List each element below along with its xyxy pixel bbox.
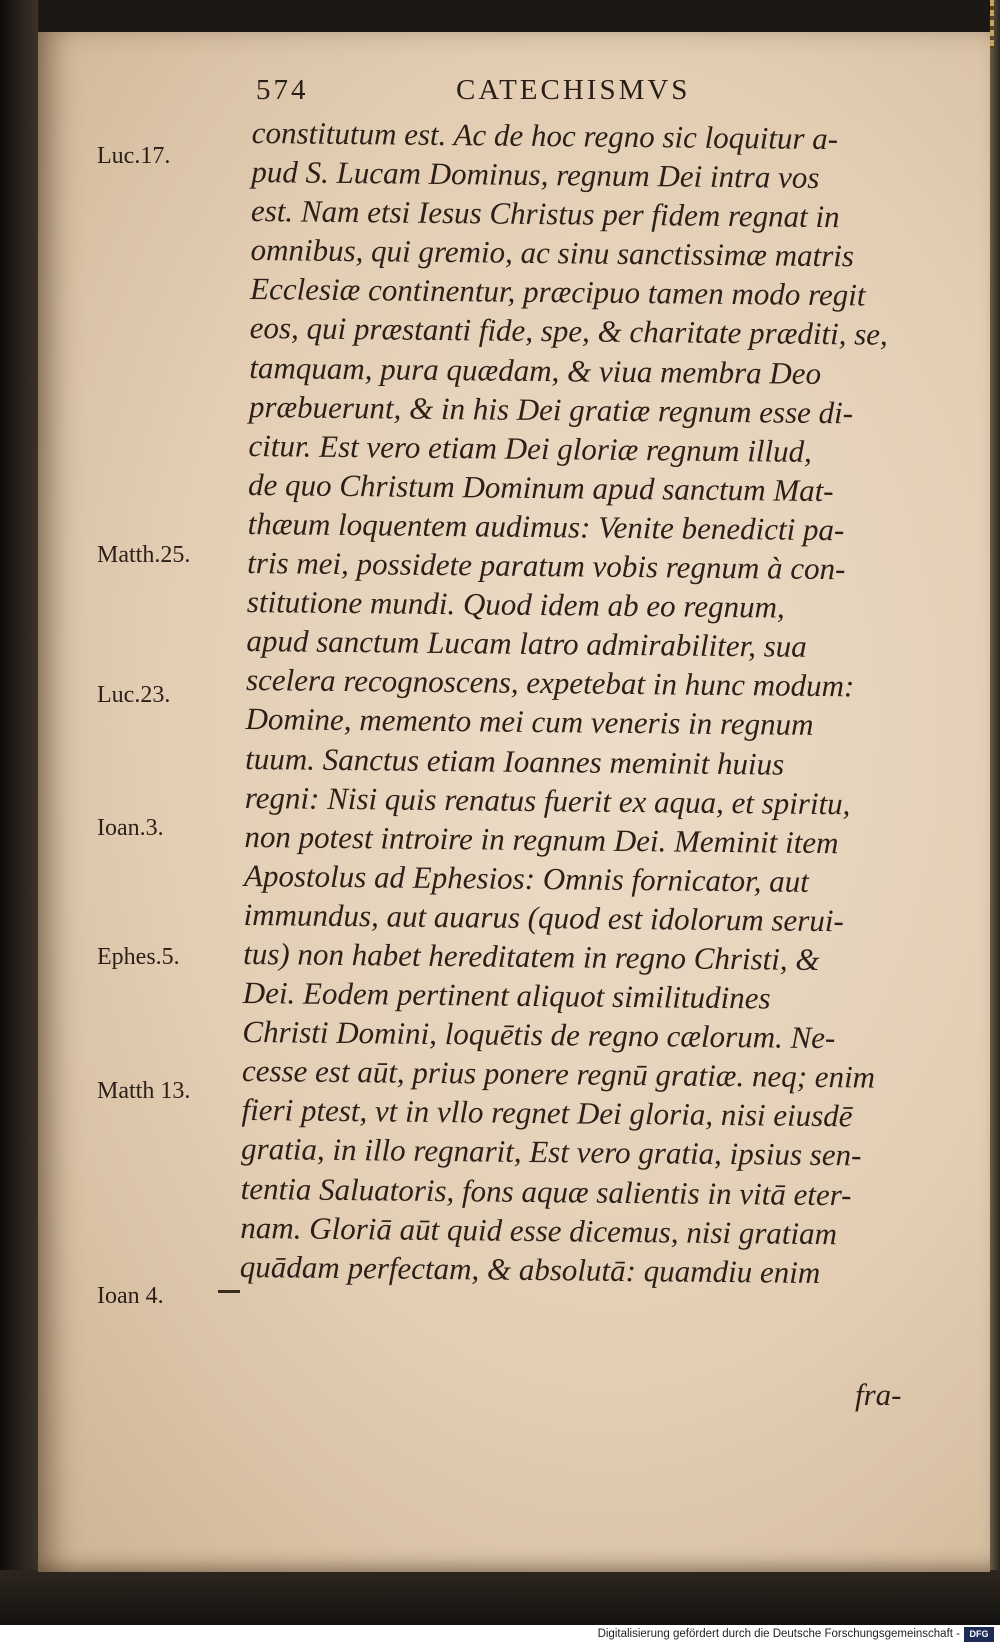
page-number: 574 [256,74,309,106]
text-line: quādam perfectam, & absolutā: quamdiu enim [239,1248,821,1290]
text-line: non potest introire in regnum Dei. Meminit item [244,818,839,860]
text-line: scelera recognoscens, expetebat in hunc modum: [245,662,855,704]
binding-thread [990,0,994,48]
text-line: præbuerunt, & in his Dei gratiæ regnum esse di- [248,388,854,430]
text-line: apud sanctum Lucam latro admirabiliter, sua [246,623,807,665]
margin-note-matth-13: Matth 13. [97,1078,191,1104]
book-bottom-edge [0,1570,1000,1625]
margin-dash-mark [218,1290,240,1293]
text-line: Domine, memento mei cum veneris in regnum [245,701,814,743]
text-line: Ecclesiæ continentur, præcipuo tamen modo regit [249,271,866,313]
text-line: cesse est aūt, prius ponere regnū gratiæ. neq; enim [241,1053,876,1095]
body-text [240,113,936,1293]
text-line: stitutione mundi. Quod idem ab eo regnum, [246,584,785,625]
text-line: Apostolus ad Ephesios: Omnis fornicator, aut [243,857,810,899]
margin-note-matth-25: Matth.25. [97,542,191,568]
running-title: CATECHISMVS [456,74,691,106]
funding-credit: Digitalisierung gefördert durch die Deutsche Forschungsgemeinschaft - [597,1628,960,1640]
text-line: immundus, aut auarus (quod est idolorum serui- [243,896,844,939]
text-line: Christi Domini, loquētis de regno cælorum. Ne- [242,1014,836,1056]
margin-note-luc-17: Luc.17. [97,143,171,169]
text-line: constitutum est. Ac de hoc regno sic loquitur a- [251,114,839,157]
book-fore-edge [990,0,1000,1645]
text-line: regni: Nisi quis renatus fuerit ex aqua, et spiritu, [244,779,851,821]
text-line: est. Nam etsi Iesus Christus per fidem regnat in [250,193,840,235]
margin-note-luc-23: Luc.23. [97,682,171,708]
text-line: nam. Gloriā aūt quid esse dicemus, nisi gratiam [240,1209,838,1251]
dfg-logo: DFG [964,1627,994,1642]
text-line: tamquam, pura quædam, & viua membra Deo [249,349,822,391]
text-line: Dei. Eodem pertinent aliquot similitudines [242,975,771,1016]
text-line: gratia, in illo regnarit, Est vero gratia, ipsius sen- [240,1131,862,1173]
text-line: pud S. Lucam Dominus, regnum Dei intra vos [251,154,820,196]
margin-note-ephes-5: Ephes.5. [97,944,180,970]
margin-note-ioan-3: Ioan.3. [97,815,164,841]
text-line: thæum loquentem audimus: Venite benedicti pa- [247,505,845,548]
text-line: tentia Saluatoris, fons aquæ salientis in vitā eter- [240,1170,852,1212]
digitization-footer [0,1625,1000,1645]
text-line: de quo Christum Dominum apud sanctum Mat- [247,466,834,508]
book-binding-edge [0,0,38,1645]
text-line: fieri ptest, vt in vllo regnet Dei gloria, nisi eiusdē [241,1092,853,1134]
text-line: citur. Est vero etiam Dei gloriæ regnum illud, [248,427,813,469]
margin-note-ioan-4: Ioan 4. [97,1283,164,1309]
text-line: omnibus, qui gremio, ac sinu sanctissimæ matris [250,232,855,274]
page-header [256,74,776,114]
text-line: tus) non habet hereditatem in regno Christi, & [243,935,820,977]
text-line: tris mei, possidete paratum vobis regnum à con- [247,545,846,587]
catchword: fra- [855,1377,902,1412]
text-line: eos, qui præstanti fide, spe, & charitate præditi, se, [249,310,888,353]
text-line: tuum. Sanctus etiam Ioannes meminit huius [245,740,785,782]
